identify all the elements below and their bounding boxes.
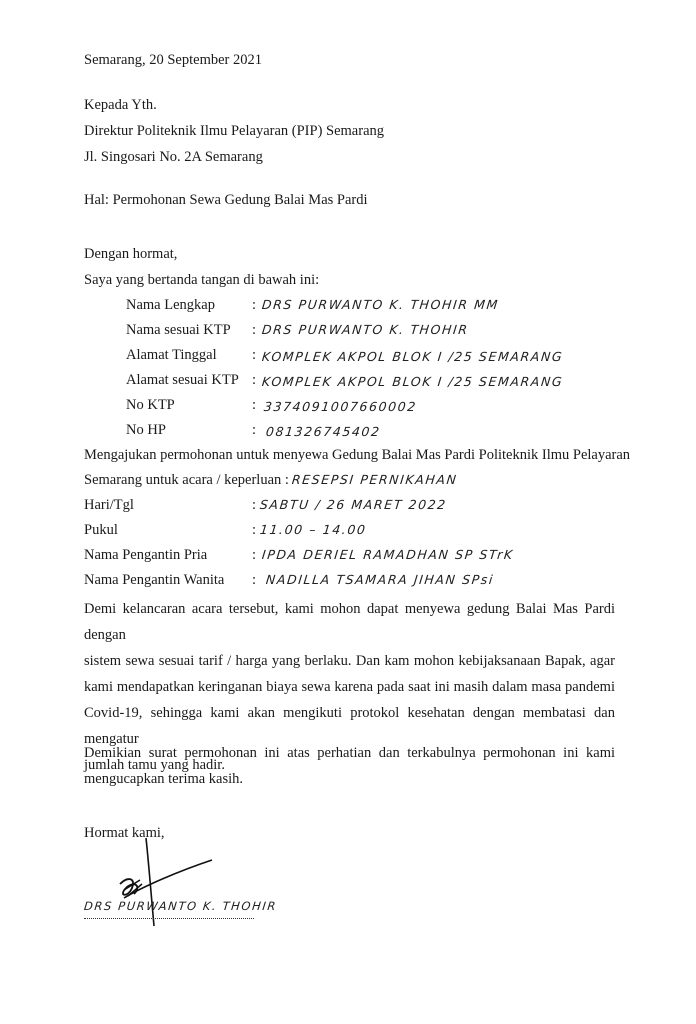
colon: : bbox=[252, 322, 257, 338]
paragraph-line: Demikian surat permohonan ini atas perhatian dan terkabulnya permohonan ini kami bbox=[84, 745, 615, 761]
field-label: Alamat sesuai KTP bbox=[126, 372, 239, 388]
greeting: Dengan hormat, bbox=[84, 246, 178, 262]
signature-dotted-line bbox=[84, 918, 254, 919]
colon: : bbox=[252, 347, 257, 363]
closing-salutation: Hormat kami, bbox=[84, 825, 165, 841]
intro-line: Saya yang bertanda tangan di bawah ini: bbox=[84, 272, 320, 288]
signature-scribble bbox=[84, 826, 234, 936]
colon: : bbox=[252, 372, 257, 388]
paragraph-line: kami mendapatkan keringanan biaya sewa karena pada saat ini masih dalam masa pandemi bbox=[84, 679, 615, 695]
field-value-handwritten: NADILLA TSAMARA JIHAN SPsi bbox=[265, 572, 495, 587]
colon: : bbox=[252, 397, 257, 413]
signatory-name-handwritten: DRS PURWANTO K. THOHIR bbox=[83, 899, 278, 913]
field-label: Hari/Tgl bbox=[84, 497, 134, 513]
field-value-handwritten: KOMPLEK AKPOL BLOK I /25 SEMARANG bbox=[261, 374, 565, 389]
colon: : bbox=[252, 422, 257, 438]
request-line-2-label: Semarang untuk acara / keperluan : bbox=[84, 472, 289, 488]
field-value-handwritten: SABTU / 26 MARET 2022 bbox=[259, 497, 448, 512]
closing-paragraph bbox=[84, 740, 615, 792]
paragraph-line: Covid-19, sehingga kami akan mengikuti protokol kesehatan dengan membatasi dan mengatur bbox=[84, 705, 615, 747]
recipient-salutation: Kepada Yth. bbox=[84, 97, 157, 113]
field-label: No HP bbox=[126, 422, 166, 438]
colon: : bbox=[252, 522, 257, 538]
colon: : bbox=[252, 547, 257, 563]
subject-line: Hal: Permohonan Sewa Gedung Balai Mas Pardi bbox=[84, 192, 368, 208]
recipient-name: Direktur Politeknik Ilmu Pelayaran (PIP) Semarang bbox=[84, 123, 385, 139]
field-label: Alamat Tinggal bbox=[126, 347, 217, 363]
field-label: Nama Pengantin Pria bbox=[84, 547, 208, 563]
field-label: Nama Pengantin Wanita bbox=[84, 572, 225, 588]
paragraph-line: mengucapkan terima kasih. bbox=[84, 771, 244, 787]
colon: : bbox=[252, 572, 257, 588]
event-purpose-handwritten: RESEPSI PERNIKAHAN bbox=[291, 472, 459, 487]
colon: : bbox=[252, 497, 257, 513]
paragraph-line: jumlah tamu yang hadir. bbox=[84, 757, 225, 773]
field-value-handwritten: IPDA DERIEL RAMADHAN SP STrK bbox=[261, 547, 515, 562]
paragraph-line: Demi kelancaran acara tersebut, kami mohon dapat menyewa gedung Balai Mas Pardi dengan bbox=[84, 601, 615, 643]
field-value-handwritten: DRS PURWANTO K. THOHIR MM bbox=[261, 297, 500, 312]
field-label: Pukul bbox=[84, 522, 118, 538]
field-value-handwritten: 081326745402 bbox=[265, 424, 382, 439]
request-line-1: Mengajukan permohonan untuk menyewa Gedung Balai Mas Pardi Politeknik Ilmu Pelayaran bbox=[84, 447, 631, 463]
recipient-address: Jl. Singosari No. 2A Semarang bbox=[84, 149, 263, 165]
field-label: Nama sesuai KTP bbox=[126, 322, 231, 338]
field-value-handwritten: 3374091007660002 bbox=[263, 399, 418, 414]
colon: : bbox=[252, 297, 257, 313]
paragraph-line: sistem sewa sesuai tarif / harga yang berlaku. Dan kam mohon kebijaksanaan Bapak, agar bbox=[84, 653, 615, 669]
field-value-handwritten: KOMPLEK AKPOL BLOK I /25 SEMARANG bbox=[261, 349, 565, 364]
field-value-handwritten: DRS PURWANTO K. THOHIR bbox=[261, 322, 470, 337]
field-label: Nama Lengkap bbox=[126, 297, 215, 313]
field-value-handwritten: 11.00 – 14.00 bbox=[259, 522, 368, 537]
field-label: No KTP bbox=[126, 397, 175, 413]
place-date: Semarang, 20 September 2021 bbox=[84, 52, 262, 68]
